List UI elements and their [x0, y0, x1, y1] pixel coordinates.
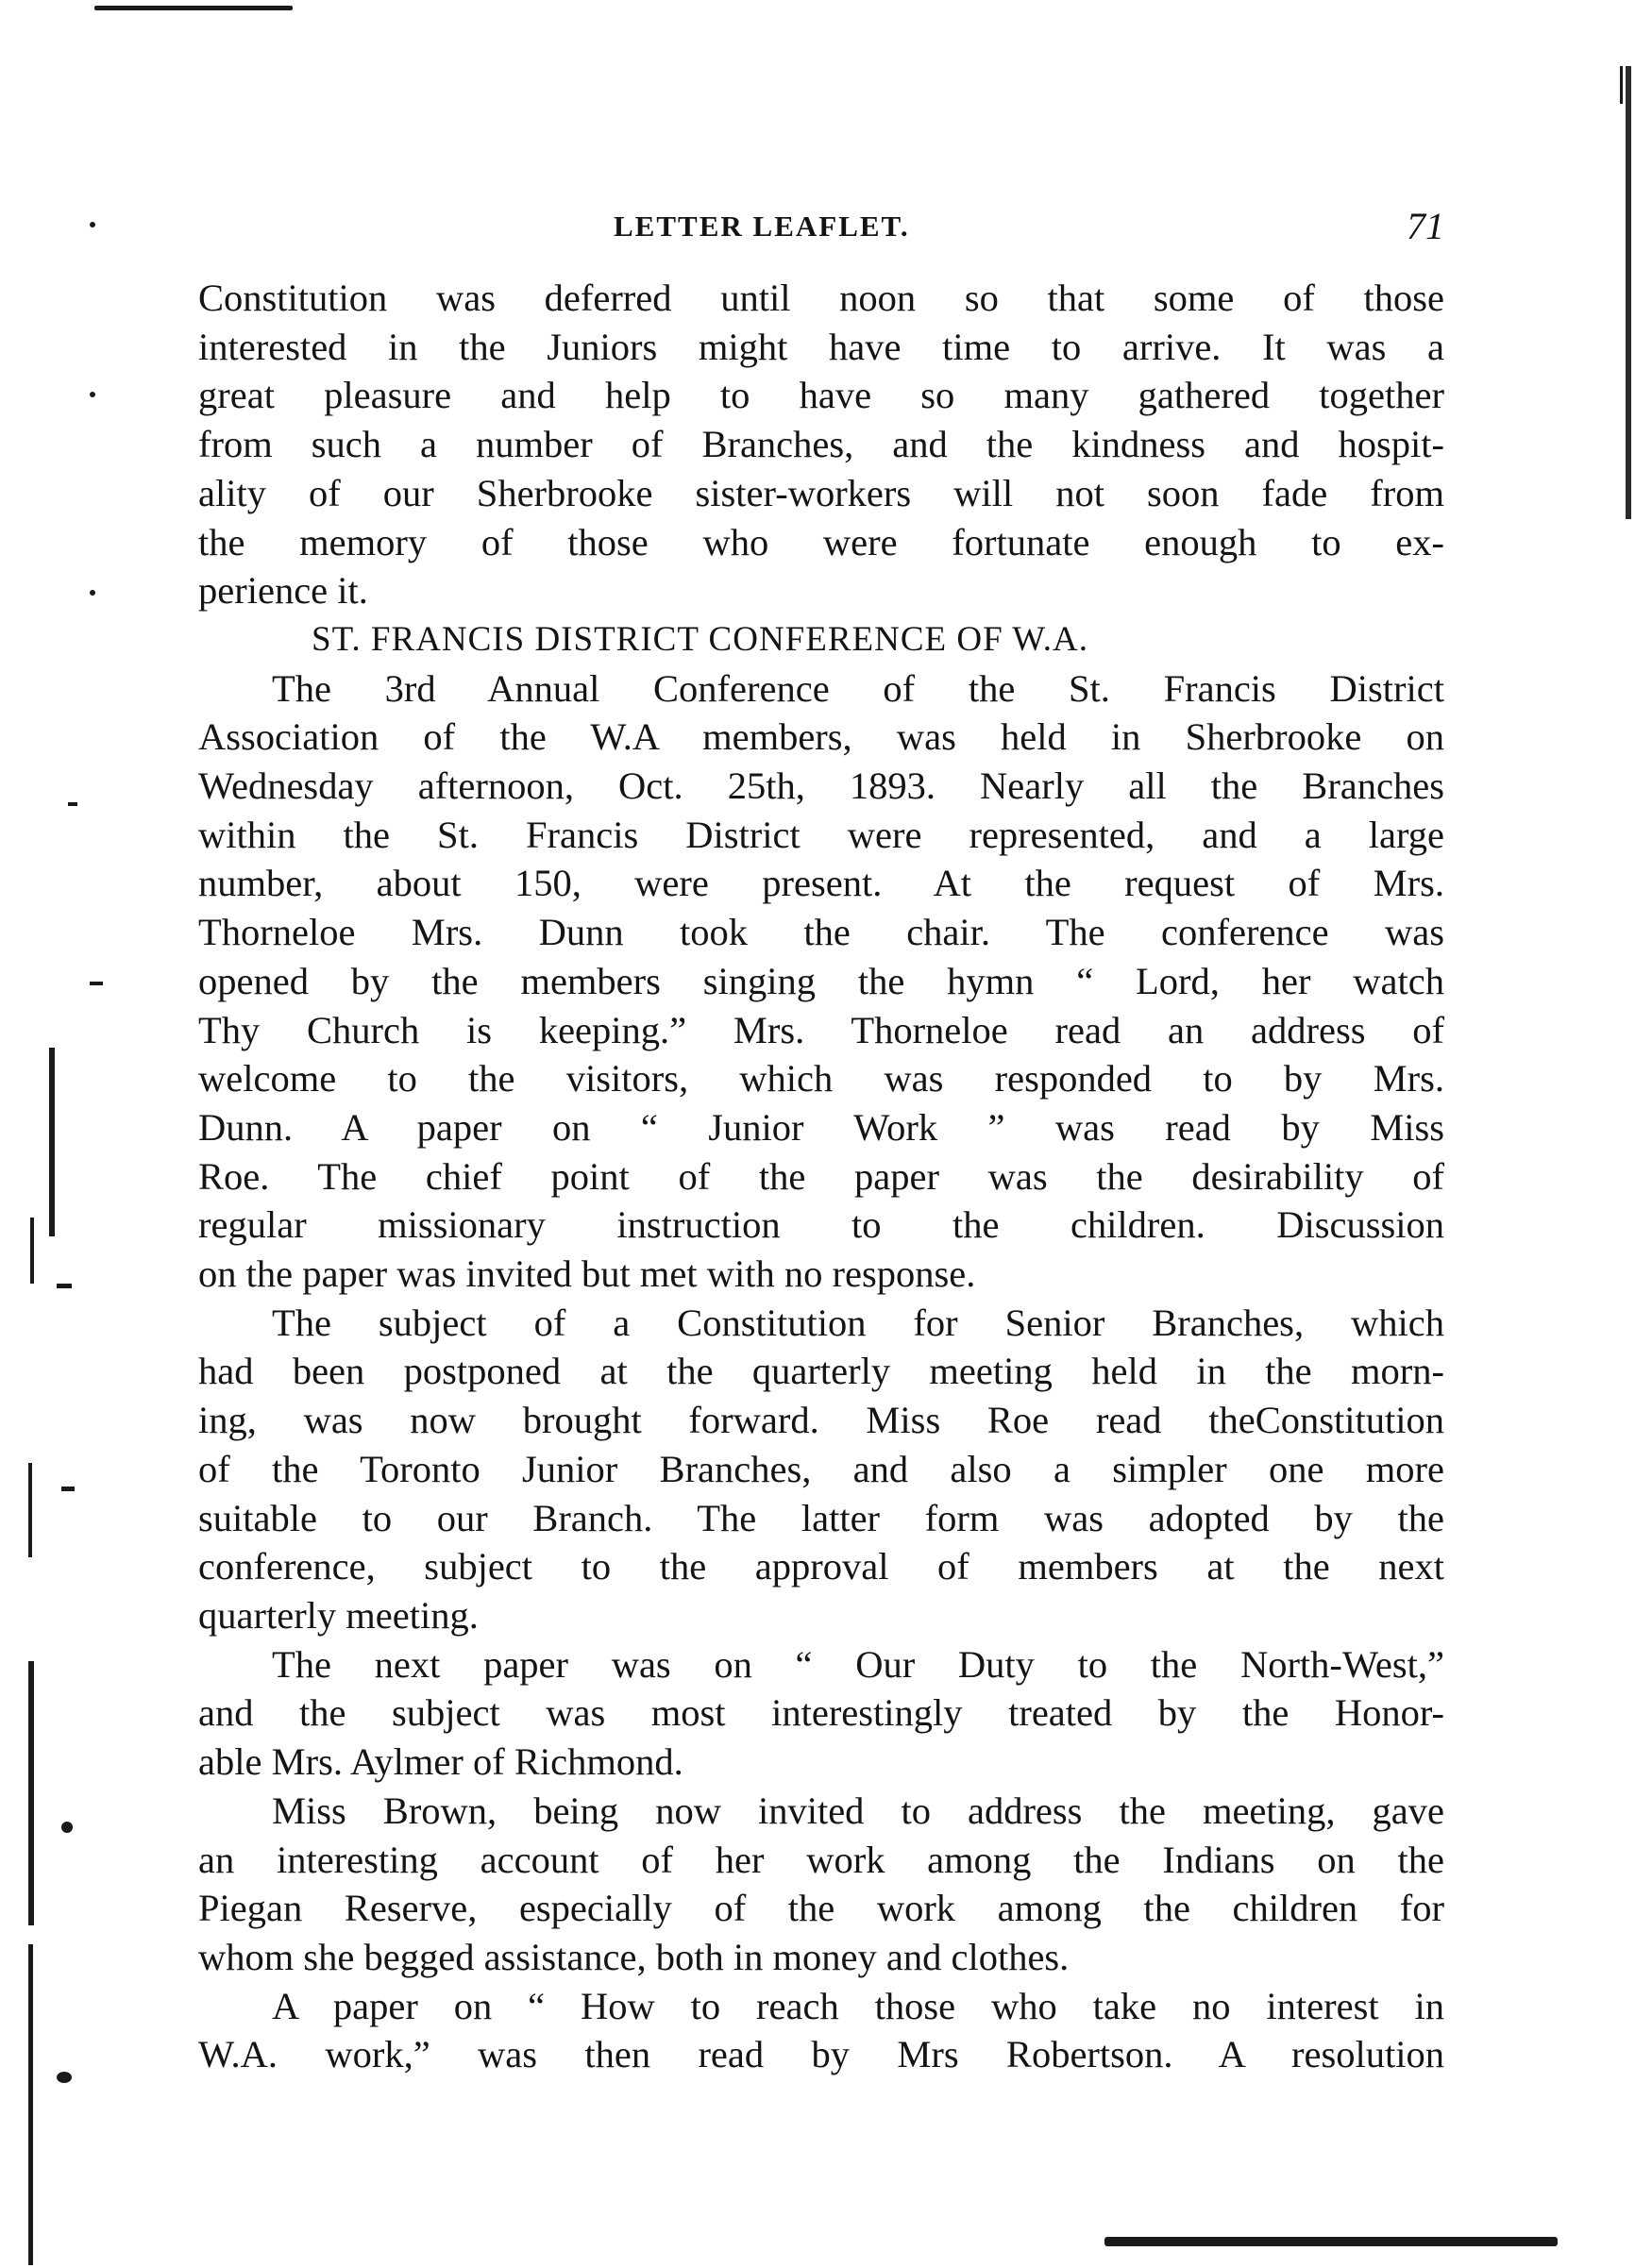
scan-artifact-dot	[61, 1822, 73, 1833]
scan-artifact-left-bar	[28, 1463, 32, 1557]
text-line: conference, subject to the approval of members at the next	[198, 1545, 1444, 1588]
text-line: on the paper was invited but met with no response.	[198, 1252, 976, 1296]
scan-artifact-dot	[90, 222, 95, 227]
text-line: regular missionary instruction to the children. Discussion	[198, 1203, 1444, 1247]
text-line: quarterly meeting.	[198, 1593, 479, 1637]
text-line: the memory of those who were fortunate enough to ex-	[198, 520, 1444, 563]
scan-artifact-dot	[90, 590, 95, 596]
scan-artifact-left-bar	[28, 1661, 34, 1925]
scan-artifact-dot	[57, 2072, 72, 2083]
text-line: perience it.	[198, 569, 368, 613]
scan-artifact-bottom-rule	[1104, 2237, 1558, 2246]
section-heading: ST. FRANCIS DISTRICT CONFERENCE OF W.A.	[312, 619, 1088, 659]
body-text	[198, 274, 1444, 2079]
text-line: Thy Church is keeping.” Mrs. Thorneloe read an address of	[198, 1008, 1444, 1051]
text-line: opened by the members singing the hymn “ Lord, her watch	[198, 959, 1444, 1002]
text-line: Piegan Reserve, especially of the work among the children for	[198, 1887, 1444, 1930]
text-line: ing, was now brought forward. Miss Roe read theConstitution	[198, 1399, 1444, 1442]
text-line: interested in the Juniors might have time to arrive. It was a	[198, 325, 1444, 368]
text-line: of the Toronto Junior Branches, and also a simpler one more	[198, 1447, 1444, 1490]
scan-artifact-dash	[90, 982, 103, 985]
scan-artifact-left-bar	[30, 1218, 34, 1284]
page-number: 71	[1407, 205, 1444, 247]
text-line: an interesting account of her work among the Indians on the	[198, 1838, 1444, 1881]
scan-artifact-top-rule	[94, 6, 293, 10]
text-line: Miss Brown, being now invited to address the meeting, gave	[272, 1789, 1444, 1832]
text-line: Constitution was deferred until noon so that some of those	[198, 277, 1444, 319]
scan-artifact-right-edge-mark	[1620, 66, 1623, 104]
text-line: welcome to the visitors, which was responded to by Mrs.	[198, 1057, 1444, 1100]
scan-artifact-dash	[68, 802, 77, 806]
text-line: Association of the W.A members, was held in Sherbrooke on	[198, 715, 1444, 759]
text-line: W.A. work,” was then read by Mrs Robertson. A resolution	[198, 2033, 1444, 2076]
text-line: ality of our Sherbrooke sister-workers will not soon fade from	[198, 471, 1444, 514]
text-line: Wednesday afternoon, Oct. 25th, 1893. Nearly all the Branches	[198, 764, 1444, 808]
page-header	[198, 205, 1444, 257]
text-line: Thorneloe Mrs. Dunn took the chair. The conference was	[198, 911, 1444, 954]
text-line: The 3rd Annual Conference of the St. Francis District	[272, 666, 1444, 710]
scan-artifact-dash	[61, 1487, 75, 1491]
text-line: The subject of a Constitution for Senior Branches, which	[272, 1301, 1444, 1344]
text-line: A paper on “ How to reach those who take no interest in	[272, 1984, 1444, 2027]
text-line: whom she begged assistance, both in money and clothes.	[198, 1935, 1070, 1978]
text-line: The next paper was on “ Our Duty to the North-West,”	[272, 1642, 1444, 1686]
text-line: within the St. Francis District were represented, and a large	[198, 813, 1444, 856]
scan-artifact-dash	[57, 1284, 72, 1288]
scan-artifact-left-bar	[49, 1048, 55, 1236]
text-line: and the subject was most interestingly treated by the Honor-	[198, 1691, 1444, 1735]
text-line: had been postponed at the quarterly meeting held in the morn-	[198, 1350, 1444, 1393]
text-line: suitable to our Branch. The latter form was adopted by the	[198, 1496, 1444, 1539]
scan-artifact-dot	[90, 392, 95, 397]
text-line: great pleasure and help to have so many gathered together	[198, 374, 1444, 417]
running-head: LETTER LEAFLET.	[614, 210, 910, 243]
scan-artifact-left-bar	[28, 1944, 33, 2265]
scan-artifact-right-edge	[1626, 66, 1631, 519]
text-line: from such a number of Branches, and the kindness and hospit-	[198, 423, 1444, 466]
text-line: number, about 150, were present. At the request of Mrs.	[198, 862, 1444, 905]
text-line: able Mrs. Aylmer of Richmond.	[198, 1740, 683, 1784]
text-line: Roe. The chief point of the paper was the desirability of	[198, 1154, 1444, 1198]
text-line: Dunn. A paper on “ Junior Work ” was read by Miss	[198, 1105, 1444, 1149]
